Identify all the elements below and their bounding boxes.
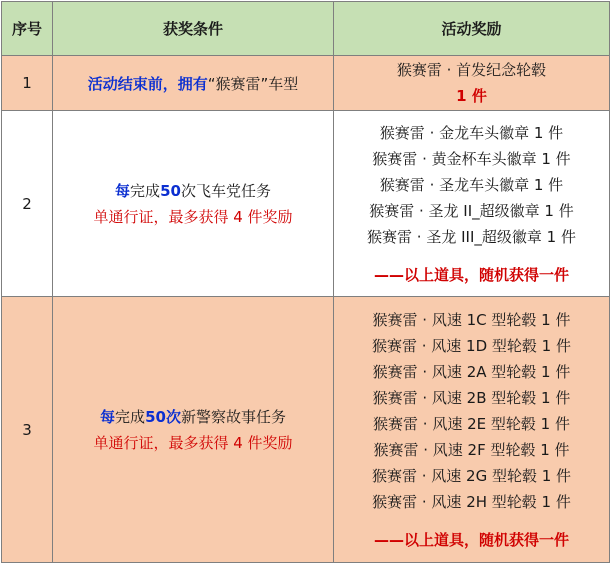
row-seq: 2: [2, 111, 53, 297]
reward-item: 猴赛雷 · 圣龙 III_超级徽章 1 件: [367, 227, 576, 246]
row-reward: [334, 111, 610, 297]
row-reward: [334, 56, 610, 111]
table-row: [2, 297, 610, 563]
reward-table: [1, 1, 610, 563]
reward-qty: 1 件: [456, 87, 487, 105]
row-condition: [53, 297, 334, 563]
reward-item: 猴赛雷 · 金龙车头徽章 1 件: [379, 123, 564, 142]
condition-number: 50: [160, 181, 181, 200]
reward-item: 猴赛雷 · 风速 2B 型轮毂 1 件: [372, 388, 571, 407]
condition-line-2: 单通行证，最多获得 4 件奖励: [93, 207, 293, 226]
row-seq: 3: [2, 297, 53, 563]
row-reward: [334, 297, 610, 563]
condition-line-2: 单通行证，最多获得 4 件奖励: [93, 433, 293, 452]
reward-item: 猴赛雷 · 首发纪念轮毂: [396, 61, 547, 79]
table-row: [2, 111, 610, 297]
reward-item: 猴赛雷 · 风速 1C 型轮毂 1 件: [372, 310, 571, 329]
row-seq: 1: [2, 56, 53, 111]
condition-prefix: 每: [100, 407, 116, 426]
condition-line-1: [53, 178, 333, 204]
condition-number: 50: [145, 407, 166, 426]
reward-item: 猴赛雷 · 风速 1D 型轮毂 1 件: [371, 336, 571, 355]
condition-text: “猴赛雷”车型: [207, 74, 299, 93]
reward-item: 猴赛雷 · 风速 2A 型轮毂 1 件: [372, 362, 571, 381]
header-seq: 序号: [2, 2, 53, 56]
condition-mid: 完成: [115, 407, 146, 426]
reward-item: 猴赛雷 · 风速 2H 型轮毂 1 件: [372, 492, 571, 511]
reward-note: ——以上道具，随机获得一件: [373, 265, 569, 284]
row-condition: [53, 111, 334, 297]
condition-suffix: 新警察故事任务: [180, 407, 286, 426]
reward-note: ——以上道具，随机获得一件: [373, 530, 569, 549]
reward-item: 猴赛雷 · 风速 2E 型轮毂 1 件: [373, 414, 570, 433]
table-header-row: [2, 2, 610, 56]
condition-suffix: 次飞车党任务: [180, 181, 271, 200]
condition-line-1: [53, 404, 333, 430]
reward-item: 猴赛雷 · 风速 2F 型轮毂 1 件: [373, 440, 570, 459]
condition-prefix: 每: [115, 181, 131, 200]
reward-item: 猴赛雷 · 风速 2G 型轮毂 1 件: [371, 466, 572, 485]
reward-item: 猴赛雷 · 圣龙 II_超级徽章 1 件: [369, 201, 574, 220]
condition-mid: 完成: [130, 181, 161, 200]
condition-suffix-bold: 次: [165, 407, 181, 426]
reward-item: 猴赛雷 · 圣龙车头徽章 1 件: [379, 175, 564, 194]
header-reward: 活动奖励: [334, 2, 610, 56]
condition-bold-text: 活动结束前，拥有: [87, 74, 208, 93]
table-row: [2, 56, 610, 111]
reward-item: 猴赛雷 · 黄金杯车头徽章 1 件: [372, 149, 571, 168]
header-condition: 获奖条件: [53, 2, 334, 56]
row-condition: [53, 56, 334, 111]
